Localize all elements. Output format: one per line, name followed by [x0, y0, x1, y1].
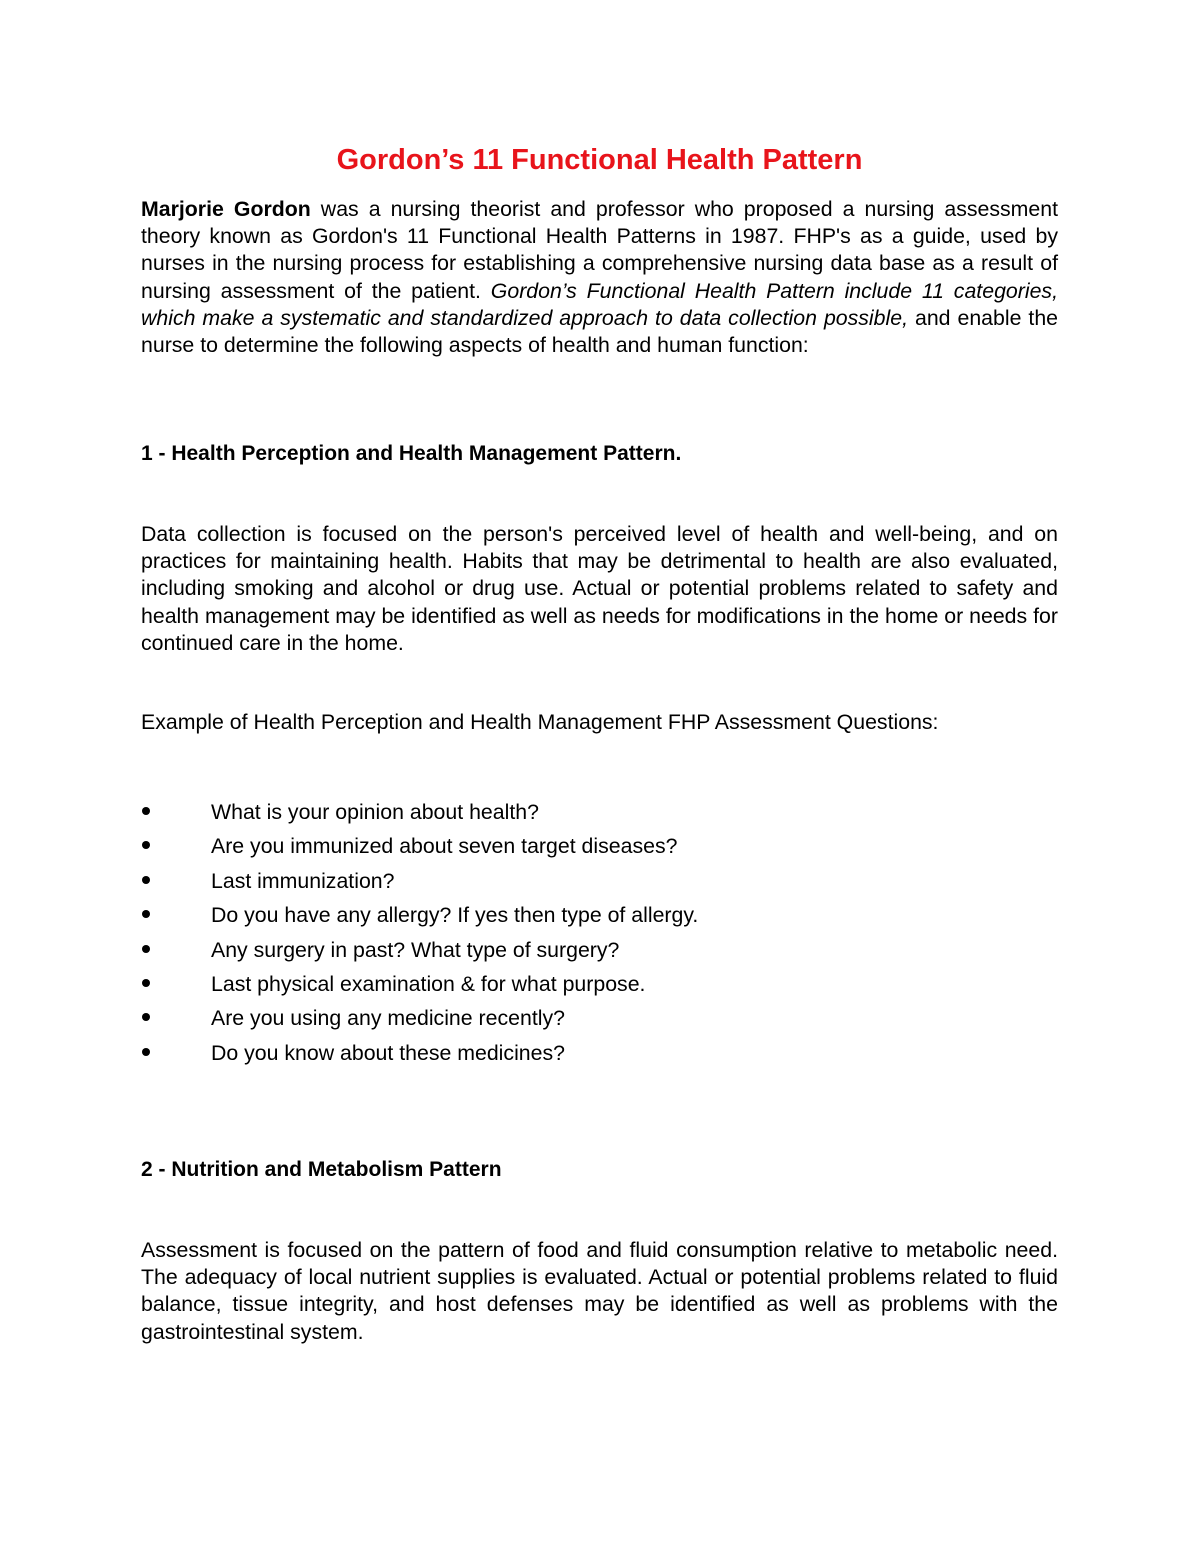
section-1-example-label: Example of Health Perception and Health Management FHP Assessment Questions: [141, 710, 939, 734]
bullet-icon [142, 1048, 150, 1056]
document-title: Gordon’s 11 Functional Health Pattern [336, 144, 863, 176]
bullet-icon [142, 876, 150, 884]
section-1-heading: 1 - Health Perception and Health Management Pattern. [141, 442, 682, 465]
list-item [141, 935, 1058, 969]
list-item [141, 831, 1058, 865]
assessment-questions-list [141, 797, 1058, 1072]
bullet-icon [142, 1013, 150, 1021]
question-text: Any surgery in past? What type of surgery? [211, 937, 620, 962]
list-item [141, 900, 1058, 934]
question-text: Are you using any medicine recently? [211, 1006, 565, 1031]
question-text: What is your opinion about health? [211, 800, 539, 824]
question-text: Are you immunized about seven target diseases? [211, 834, 678, 859]
section-1-paragraph: Data collection is focused on the person's perceived level of health and well-being, and on practices for maintaining health. Habits that may be detrimental to health are also evaluated, including smoking and alcohol or drug use. Actual or potential problems related to safety and health management may be identified as well as needs for modifications in the home or needs for continued care in the home. [141, 522, 1058, 655]
list-item [141, 1038, 1058, 1072]
bullet-icon [142, 910, 150, 918]
intro-paragraph [141, 196, 1058, 359]
bullet-icon [142, 945, 150, 953]
bullet-icon [142, 841, 150, 849]
bullet-icon [142, 979, 150, 987]
question-text: Last physical examination & for what purpose. [211, 971, 646, 996]
section-2-heading: 2 - Nutrition and Metabolism Pattern [141, 1158, 502, 1181]
intro-author-name: Marjorie Gordon [141, 197, 311, 221]
question-text: Do you know about these medicines? [211, 1040, 565, 1065]
list-item [141, 1003, 1058, 1037]
question-text: Do you have any allergy? If yes then type of allergy. [211, 903, 699, 928]
intro-italic-text: Gordon’s Functional Health Pattern include 11 categories, which make a systematic and standardized approach to data collection possible, [141, 278, 1058, 330]
list-item [141, 866, 1058, 900]
intro-text-2: and enable the nurse to determine the following aspects of health and human function: [141, 305, 1059, 358]
intro-text-1: was a nursing theorist and professor who proposed a nursing assessment theory known as Gordon's 11 Functional Health Patterns in 1987. FHP's as a guide, used by nurses in the nursing process for establishing a comprehensive nursing data base as a result of nursing assessment of the patient. [141, 197, 1059, 303]
list-item [141, 969, 1058, 1003]
section-2-paragraph: Assessment is focused on the pattern of food and fluid consumption relative to metabolic need. The adequacy of local nutrient supplies is evaluated. Actual or potential problems related to fluid balance, tissue integrity, and host defenses may be identified as well as problems with the gastrointestinal system. [141, 1238, 1058, 1344]
question-text: Last immunization? [211, 868, 395, 893]
list-item [141, 797, 1058, 831]
bullet-icon [142, 807, 150, 815]
